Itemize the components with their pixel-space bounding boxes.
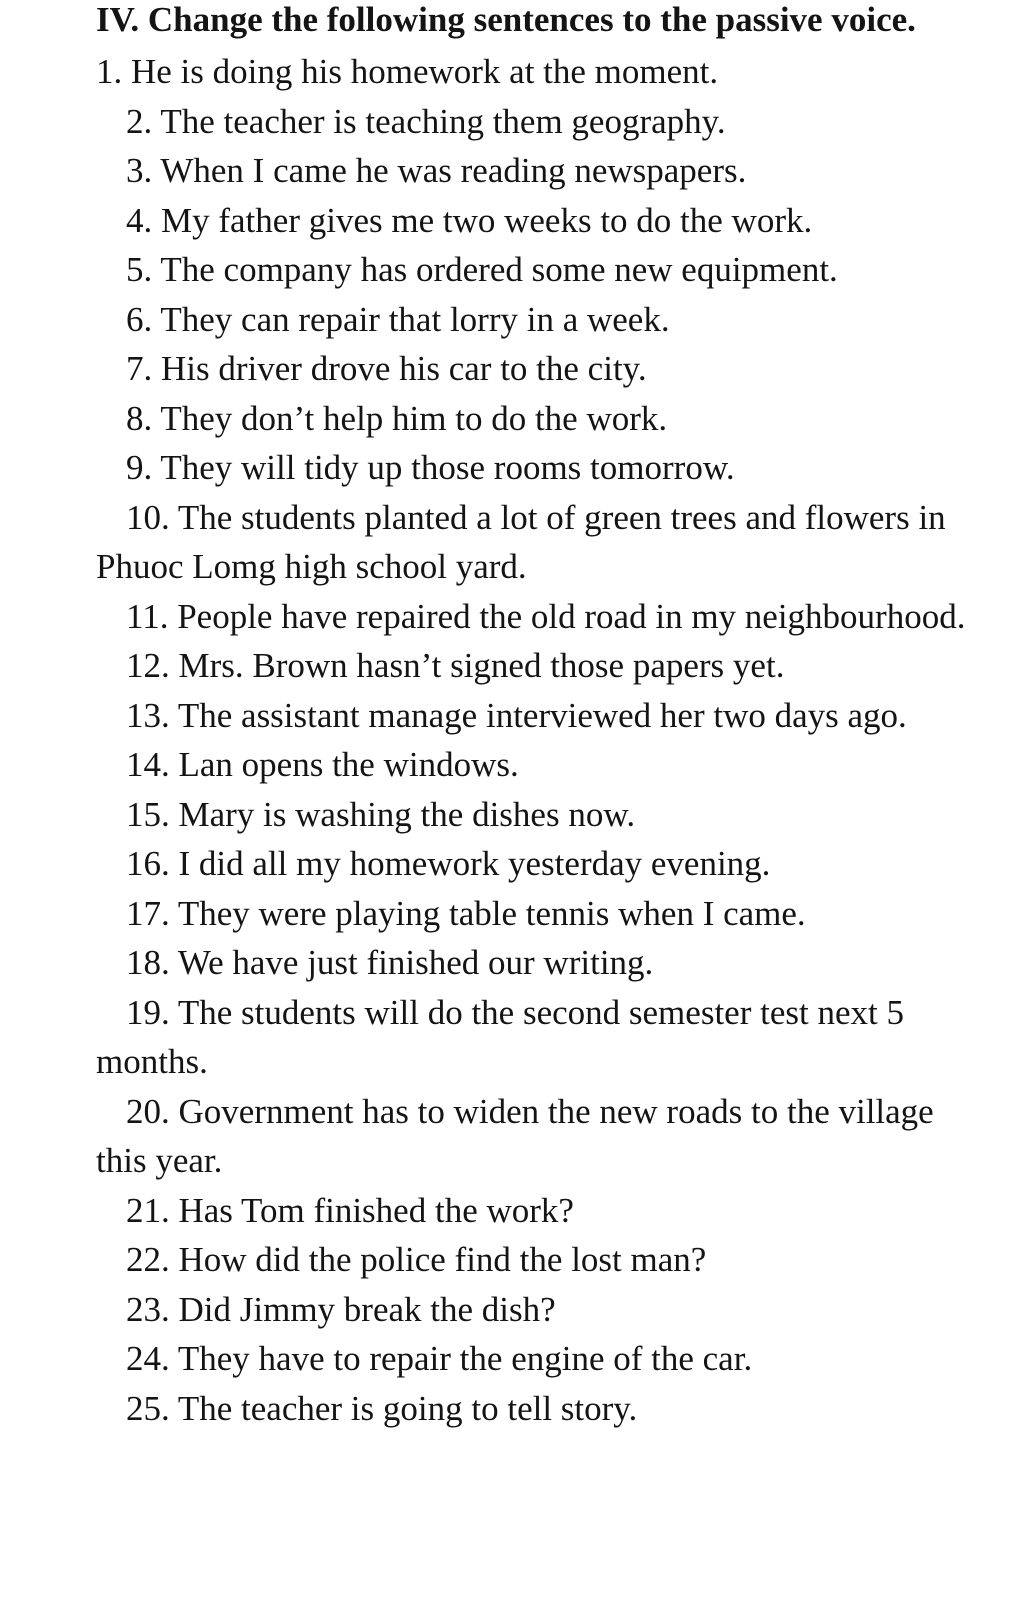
sentence-item-6: 6. They can repair that lorry in a week. (126, 299, 670, 339)
sentence-item-25: 25. The teacher is going to tell story. (126, 1388, 638, 1428)
sentence-item-12: 12. Mrs. Brown hasn’t signed those papers yet. (126, 646, 785, 685)
sentence-item-14: 14. Lan opens the windows. (126, 745, 519, 784)
sentence-list (96, 47, 986, 1433)
sentence-item-11: 11. People have repaired the old road in my neighbourhood. (126, 596, 966, 636)
sentence-item-19: 19. The students will do the second semester test next 5 months. (96, 992, 904, 1081)
sentence-item-5: 5. The company has ordered some new equipment. (126, 250, 838, 289)
sentence-item-9: 9. They will tidy up those rooms tomorrow. (126, 448, 735, 487)
sentence-item-8: 8. They don’t help him to do the work. (126, 398, 668, 438)
exercise-page (96, 0, 986, 1433)
sentence-item-18: 18. We have just finished our writing. (126, 943, 654, 982)
sentence-item-22: 22. How did the police find the lost man? (126, 1240, 707, 1279)
sentence-item-2: 2. The teacher is teaching them geography. (126, 101, 726, 141)
sentence-item-4: 4. My father gives me two weeks to do the work. (126, 200, 813, 240)
exercise-heading: IV. Change the following sentences to the passive voice. (96, 0, 916, 39)
sentence-item-1: 1. He is doing his homework at the moment. (96, 52, 719, 91)
sentence-item-21: 21. Has Tom finished the work? (126, 1190, 574, 1230)
sentence-item-13: 13. The assistant manage interviewed her two days ago. (126, 695, 907, 735)
sentence-item-24: 24. They have to repair the engine of the car. (126, 1339, 753, 1378)
sentence-item-17: 17. They were playing table tennis when I came. (126, 893, 806, 933)
sentence-item-20: 20. Government has to widen the new roads to the village this year. (96, 1091, 934, 1180)
sentence-item-10: 10. The students planted a lot of green trees and flowers in Phuoc Lomg high school yard. (96, 497, 946, 586)
sentence-item-16: 16. I did all my homework yesterday evening. (126, 844, 771, 883)
sentence-item-15: 15. Mary is washing the dishes now. (126, 794, 636, 834)
sentence-item-7: 7. His driver drove his car to the city. (126, 349, 647, 388)
sentence-item-3: 3. When I came he was reading newspapers. (126, 151, 747, 190)
sentence-item-23: 23. Did Jimmy break the dish? (126, 1289, 556, 1329)
